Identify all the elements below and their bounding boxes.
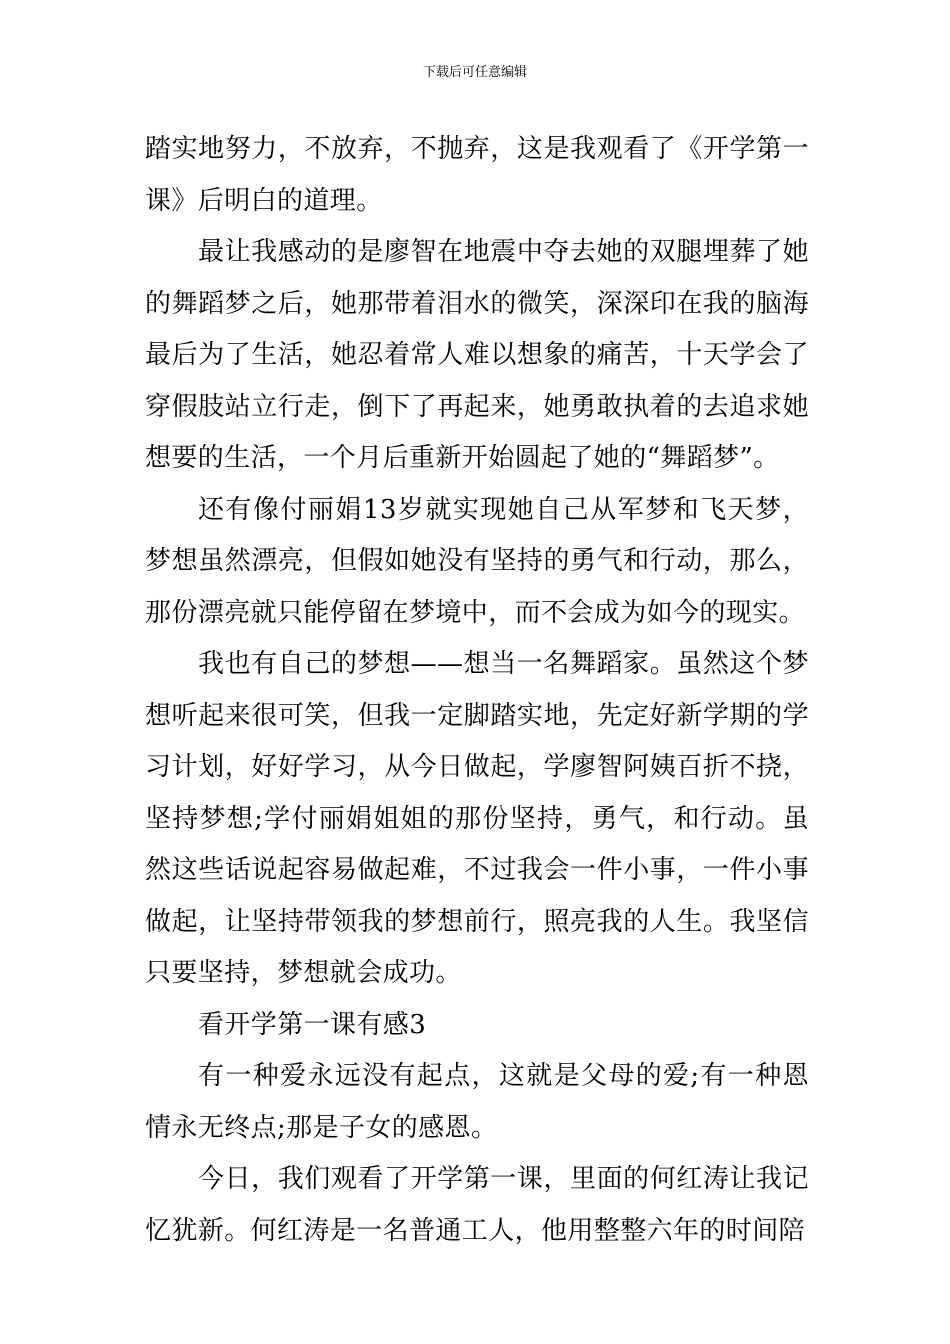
paragraph: 有一种爱永远没有起点，这就是父母的爱;有一种恩情永无终点;那是子女的感恩。 (145, 1061, 809, 1143)
paragraph: 还有像付丽娟13岁就实现她自己从军梦和飞天梦，梦想虽然漂亮，但假如她没有坚持的勇气和行动，那么，那份漂亮就只能停留在梦境中，而不会成为如今的现实。 (145, 494, 809, 628)
paragraph: 最让我感动的是廖智在地震中夺去她的双腿埋葬了她的舞蹈梦之后，她那带着泪水的微笑，深深印在我的脑海最后为了生活，她忍着常人难以想象的痛苦，十天学会了穿假肢站立行走，倒下了再起来，她勇敢执着的去追求她想要的生活，一个月后重新开始圆起了她的“舞蹈梦”。 (145, 237, 809, 473)
page-header: 下载后可任意编辑 (422, 65, 527, 80)
paragraph: 我也有自己的梦想——想当一名舞蹈家。虽然这个梦想听起来很可笑，但我一定脚踏实地，先定好新学期的学习计划，好好学习，从今日做起，学廖智阿姨百折不挠，坚持梦想;学付丽娟姐姐的那份坚持，勇气，和行动。虽然这些话说起容易做起难，不过我会一件小事，一件小事做起，让坚持带领我的梦想前行，照亮我的人生。我坚信只要坚持，梦想就会成功。 (145, 649, 809, 988)
paragraph: 今日，我们观看了开学第一课，里面的何红涛让我记忆犹新。何红涛是一名普通工人，他用整整六年的时间陪 (145, 1164, 809, 1246)
paragraph-continuation: 踏实地努力，不放弃，不抛弃，这是我观看了《开学第一课》后明白的道理。 (145, 134, 809, 216)
section-title: 看开学第一课有感3 (198, 1009, 427, 1040)
document-body (145, 124, 809, 1257)
